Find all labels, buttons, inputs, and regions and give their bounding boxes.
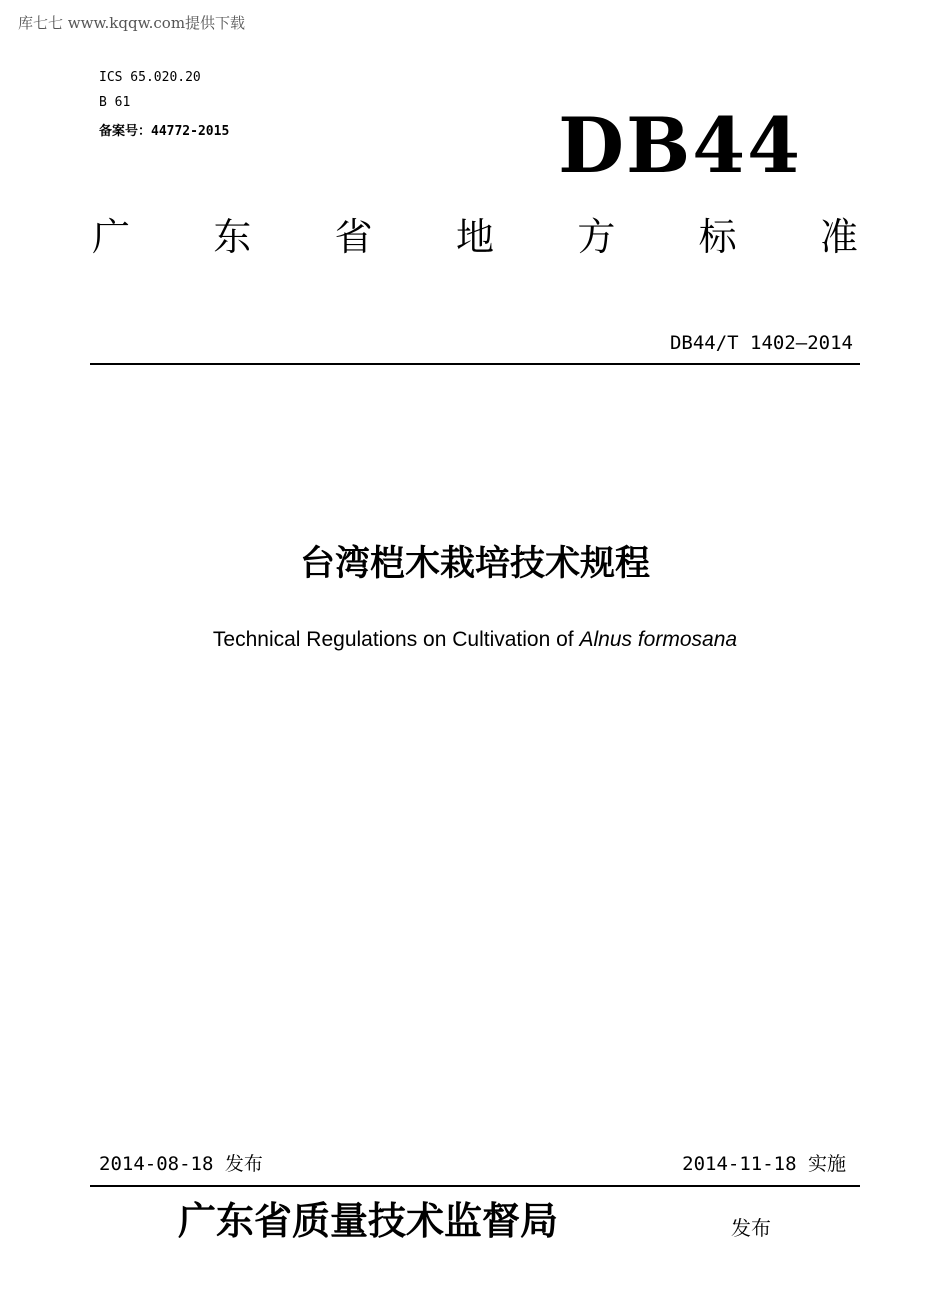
standard-logo: DB44	[558, 101, 802, 190]
standard-type-char: 东	[213, 215, 252, 259]
standard-type-heading	[92, 215, 858, 261]
filing-number: 备案号：44772-2015	[99, 124, 230, 139]
top-divider	[90, 363, 860, 365]
species-name: Alnus formosana	[579, 628, 738, 651]
standard-type-char: 广	[92, 215, 131, 259]
ccs-code: B 61	[99, 95, 131, 110]
standard-type-char: 省	[334, 215, 373, 259]
standard-type-char: 标	[698, 215, 737, 259]
document-title-chinese: 台湾桤木栽培技术规程	[299, 544, 650, 584]
english-title-prefix: Technical Regulations on Cultivation of	[212, 628, 580, 651]
standard-number: DB44/T 1402—2014	[669, 332, 853, 354]
issue-date: 2014-08-18 发布	[99, 1153, 263, 1175]
bottom-divider	[90, 1185, 860, 1187]
document-title-english	[0, 628, 950, 652]
ics-code: ICS 65.020.20	[99, 70, 201, 85]
watermark-text: 库七七 www.kqqw.com提供下载	[18, 14, 246, 32]
standard-type-char: 准	[819, 215, 858, 259]
implementation-date: 2014-11-18 实施	[682, 1153, 846, 1175]
standard-type-char: 地	[455, 215, 494, 259]
issuer-suffix: 发布	[731, 1216, 771, 1240]
standard-type-char: 方	[577, 215, 616, 259]
issuing-authority: 广东省质量技术监督局	[178, 1198, 559, 1243]
